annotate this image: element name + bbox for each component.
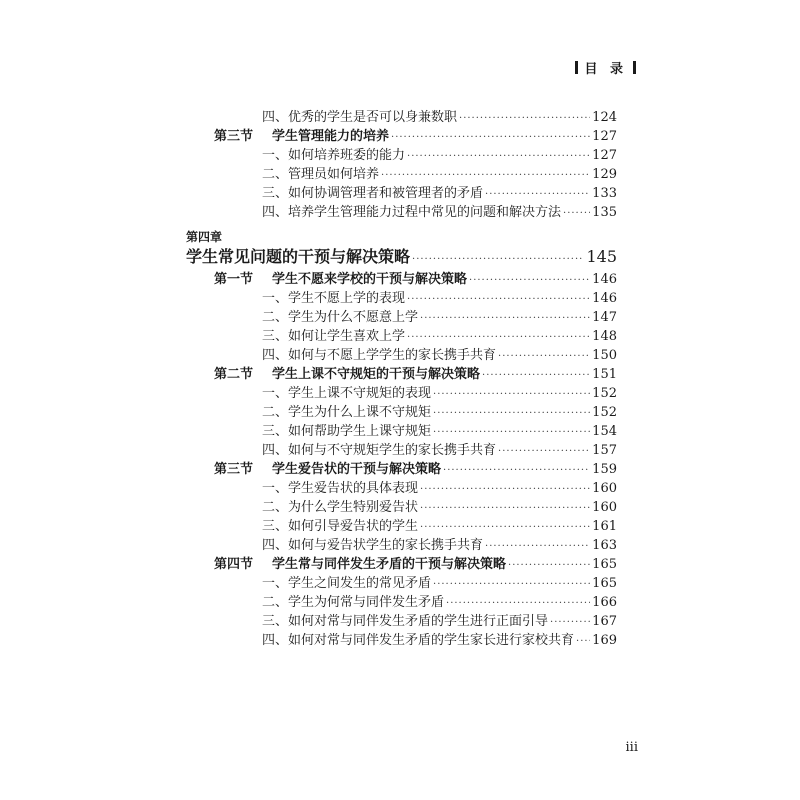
entry-page-number: 161 <box>592 519 617 534</box>
toc-section-row[interactable] <box>214 363 617 382</box>
entry-title: 四、如何与爱告状学生的家长携手共育 <box>262 538 484 553</box>
toc-item-row[interactable] <box>262 201 617 220</box>
entry-page-number: 145 <box>586 247 617 266</box>
entry-page-number: 160 <box>592 500 617 515</box>
leader-dots <box>381 170 590 181</box>
entry-title: 二、学生为什么不愿意上学 <box>262 310 419 325</box>
toc-item-row[interactable] <box>262 515 617 534</box>
leader-dots <box>498 351 590 362</box>
chapter-label: 第四章 <box>186 230 223 244</box>
entry-page-number: 146 <box>592 291 617 306</box>
header-text: 目 录 <box>584 62 627 77</box>
entry-page-number: 152 <box>592 405 617 420</box>
leader-dots <box>443 465 590 476</box>
entry-page-number: 160 <box>592 481 617 496</box>
entry-title: 学生常与同伴发生矛盾的干预与解决策略 <box>272 557 507 572</box>
entry-page-number: 163 <box>592 538 617 553</box>
entry-title: 三、如何引导爱告状的学生 <box>262 519 419 534</box>
entry-title: 学生上课不守规矩的干预与解决策略 <box>272 367 481 382</box>
leader-dots <box>498 446 590 457</box>
entry-page-number: 166 <box>592 595 617 610</box>
toc-item-row[interactable] <box>262 629 617 648</box>
entry-title: 学生管理能力的培养 <box>272 129 390 144</box>
entry-page-number: 154 <box>592 424 617 439</box>
leader-dots <box>508 560 590 571</box>
page-number: iii <box>625 740 638 755</box>
entry-title: 三、如何对常与同伴发生矛盾的学生进行正面引导 <box>262 614 549 629</box>
toc-item-row[interactable] <box>262 420 617 439</box>
entry-title: 四、优秀的学生是否可以身兼数职 <box>262 110 458 125</box>
leader-dots <box>576 636 590 647</box>
entry-title: 学生不愿来学校的干预与解决策略 <box>272 272 468 287</box>
entry-page-number: 165 <box>592 557 617 572</box>
section-label: 第二节 <box>214 367 254 382</box>
leader-dots <box>433 427 590 438</box>
entry-page-number: 124 <box>592 110 617 125</box>
leader-dots <box>485 189 590 200</box>
leader-dots <box>420 522 590 533</box>
toc-chapter-row[interactable] <box>186 244 617 267</box>
entry-page-number: 167 <box>592 614 617 629</box>
toc-item-row[interactable] <box>262 534 617 553</box>
toc-item-row[interactable] <box>262 439 617 458</box>
leader-dots <box>469 275 590 286</box>
section-label: 第一节 <box>214 272 254 287</box>
entry-title: 一、学生上课不守规矩的表现 <box>262 386 432 401</box>
leader-dots <box>420 313 590 324</box>
leader-dots <box>407 332 590 343</box>
entry-title: 学生爱告状的干预与解决策略 <box>272 462 442 477</box>
entry-page-number: 150 <box>592 348 617 363</box>
leader-dots <box>459 113 590 124</box>
section-label: 第三节 <box>214 129 254 144</box>
entry-page-number: 151 <box>592 367 617 382</box>
entry-title: 二、管理员如何培养 <box>262 167 380 182</box>
entry-title: 二、为什么学生特别爱告状 <box>262 500 419 515</box>
toc-item-row[interactable] <box>262 496 617 515</box>
toc-item-row[interactable] <box>262 572 617 591</box>
leader-dots <box>563 208 590 219</box>
entry-page-number: 159 <box>592 462 617 477</box>
entry-page-number: 135 <box>592 205 617 220</box>
leader-dots <box>550 617 590 628</box>
leader-dots <box>420 484 590 495</box>
leader-dots <box>407 151 590 162</box>
entry-title: 学生常见问题的干预与解决策略 <box>186 247 411 266</box>
leader-dots <box>446 598 590 609</box>
toc-item-row[interactable] <box>262 287 617 306</box>
toc-item-row[interactable] <box>262 163 617 182</box>
toc-section-row[interactable] <box>214 268 617 287</box>
toc-item-row[interactable] <box>262 106 617 125</box>
entry-title: 四、如何对常与同伴发生矛盾的学生家长进行家校共育 <box>262 633 575 648</box>
toc-item-row[interactable] <box>262 144 617 163</box>
toc-item-row[interactable] <box>262 325 617 344</box>
entry-title: 四、如何与不愿上学学生的家长携手共育 <box>262 348 497 363</box>
entry-title: 二、学生为什么上课不守规矩 <box>262 405 432 420</box>
entry-page-number: 157 <box>592 443 617 458</box>
toc-section-row[interactable] <box>214 553 617 572</box>
entry-title: 四、如何与不守规矩学生的家长携手共育 <box>262 443 497 458</box>
leader-dots <box>407 294 590 305</box>
toc-item-row[interactable] <box>262 306 617 325</box>
toc-item-row[interactable] <box>262 477 617 496</box>
entry-page-number: 129 <box>592 167 617 182</box>
entry-title: 四、培养学生管理能力过程中常见的问题和解决方法 <box>262 205 562 220</box>
leader-dots <box>391 132 590 143</box>
toc-item-row[interactable] <box>262 382 617 401</box>
toc-section-row[interactable] <box>214 458 617 477</box>
entry-title: 三、如何帮助学生上课守规矩 <box>262 424 432 439</box>
entry-page-number: 152 <box>592 386 617 401</box>
leader-dots <box>485 541 590 552</box>
entry-page-number: 147 <box>592 310 617 325</box>
toc-section-row[interactable] <box>214 125 617 144</box>
leader-dots <box>433 389 590 400</box>
entry-page-number: 148 <box>592 329 617 344</box>
entry-page-number: 127 <box>592 129 617 144</box>
entry-page-number: 146 <box>592 272 617 287</box>
entry-page-number: 133 <box>592 186 617 201</box>
toc-item-row[interactable] <box>262 591 617 610</box>
entry-page-number: 169 <box>592 633 617 648</box>
entry-page-number: 127 <box>592 148 617 163</box>
leader-dots <box>433 579 590 590</box>
leader-dots <box>482 370 590 381</box>
entry-title: 二、学生为何常与同伴发生矛盾 <box>262 595 445 610</box>
entry-title: 三、如何协调管理者和被管理者的矛盾 <box>262 186 484 201</box>
entry-title: 一、如何培养班委的能力 <box>262 148 406 163</box>
entry-title: 一、学生之间发生的常见矛盾 <box>262 576 432 591</box>
toc-item-row[interactable] <box>262 182 617 201</box>
leader-dots <box>412 254 584 265</box>
leader-dots <box>420 503 590 514</box>
toc-item-row[interactable] <box>262 610 617 629</box>
section-label: 第四节 <box>214 557 254 572</box>
toc-item-row[interactable] <box>262 344 617 363</box>
entry-title: 一、学生爱告状的具体表现 <box>262 481 419 496</box>
toc-item-row[interactable] <box>262 401 617 420</box>
entry-page-number: 165 <box>592 576 617 591</box>
entry-title: 一、学生不愿上学的表现 <box>262 291 406 306</box>
section-label: 第三节 <box>214 462 254 477</box>
entry-title: 三、如何让学生喜欢上学 <box>262 329 406 344</box>
leader-dots <box>433 408 590 419</box>
